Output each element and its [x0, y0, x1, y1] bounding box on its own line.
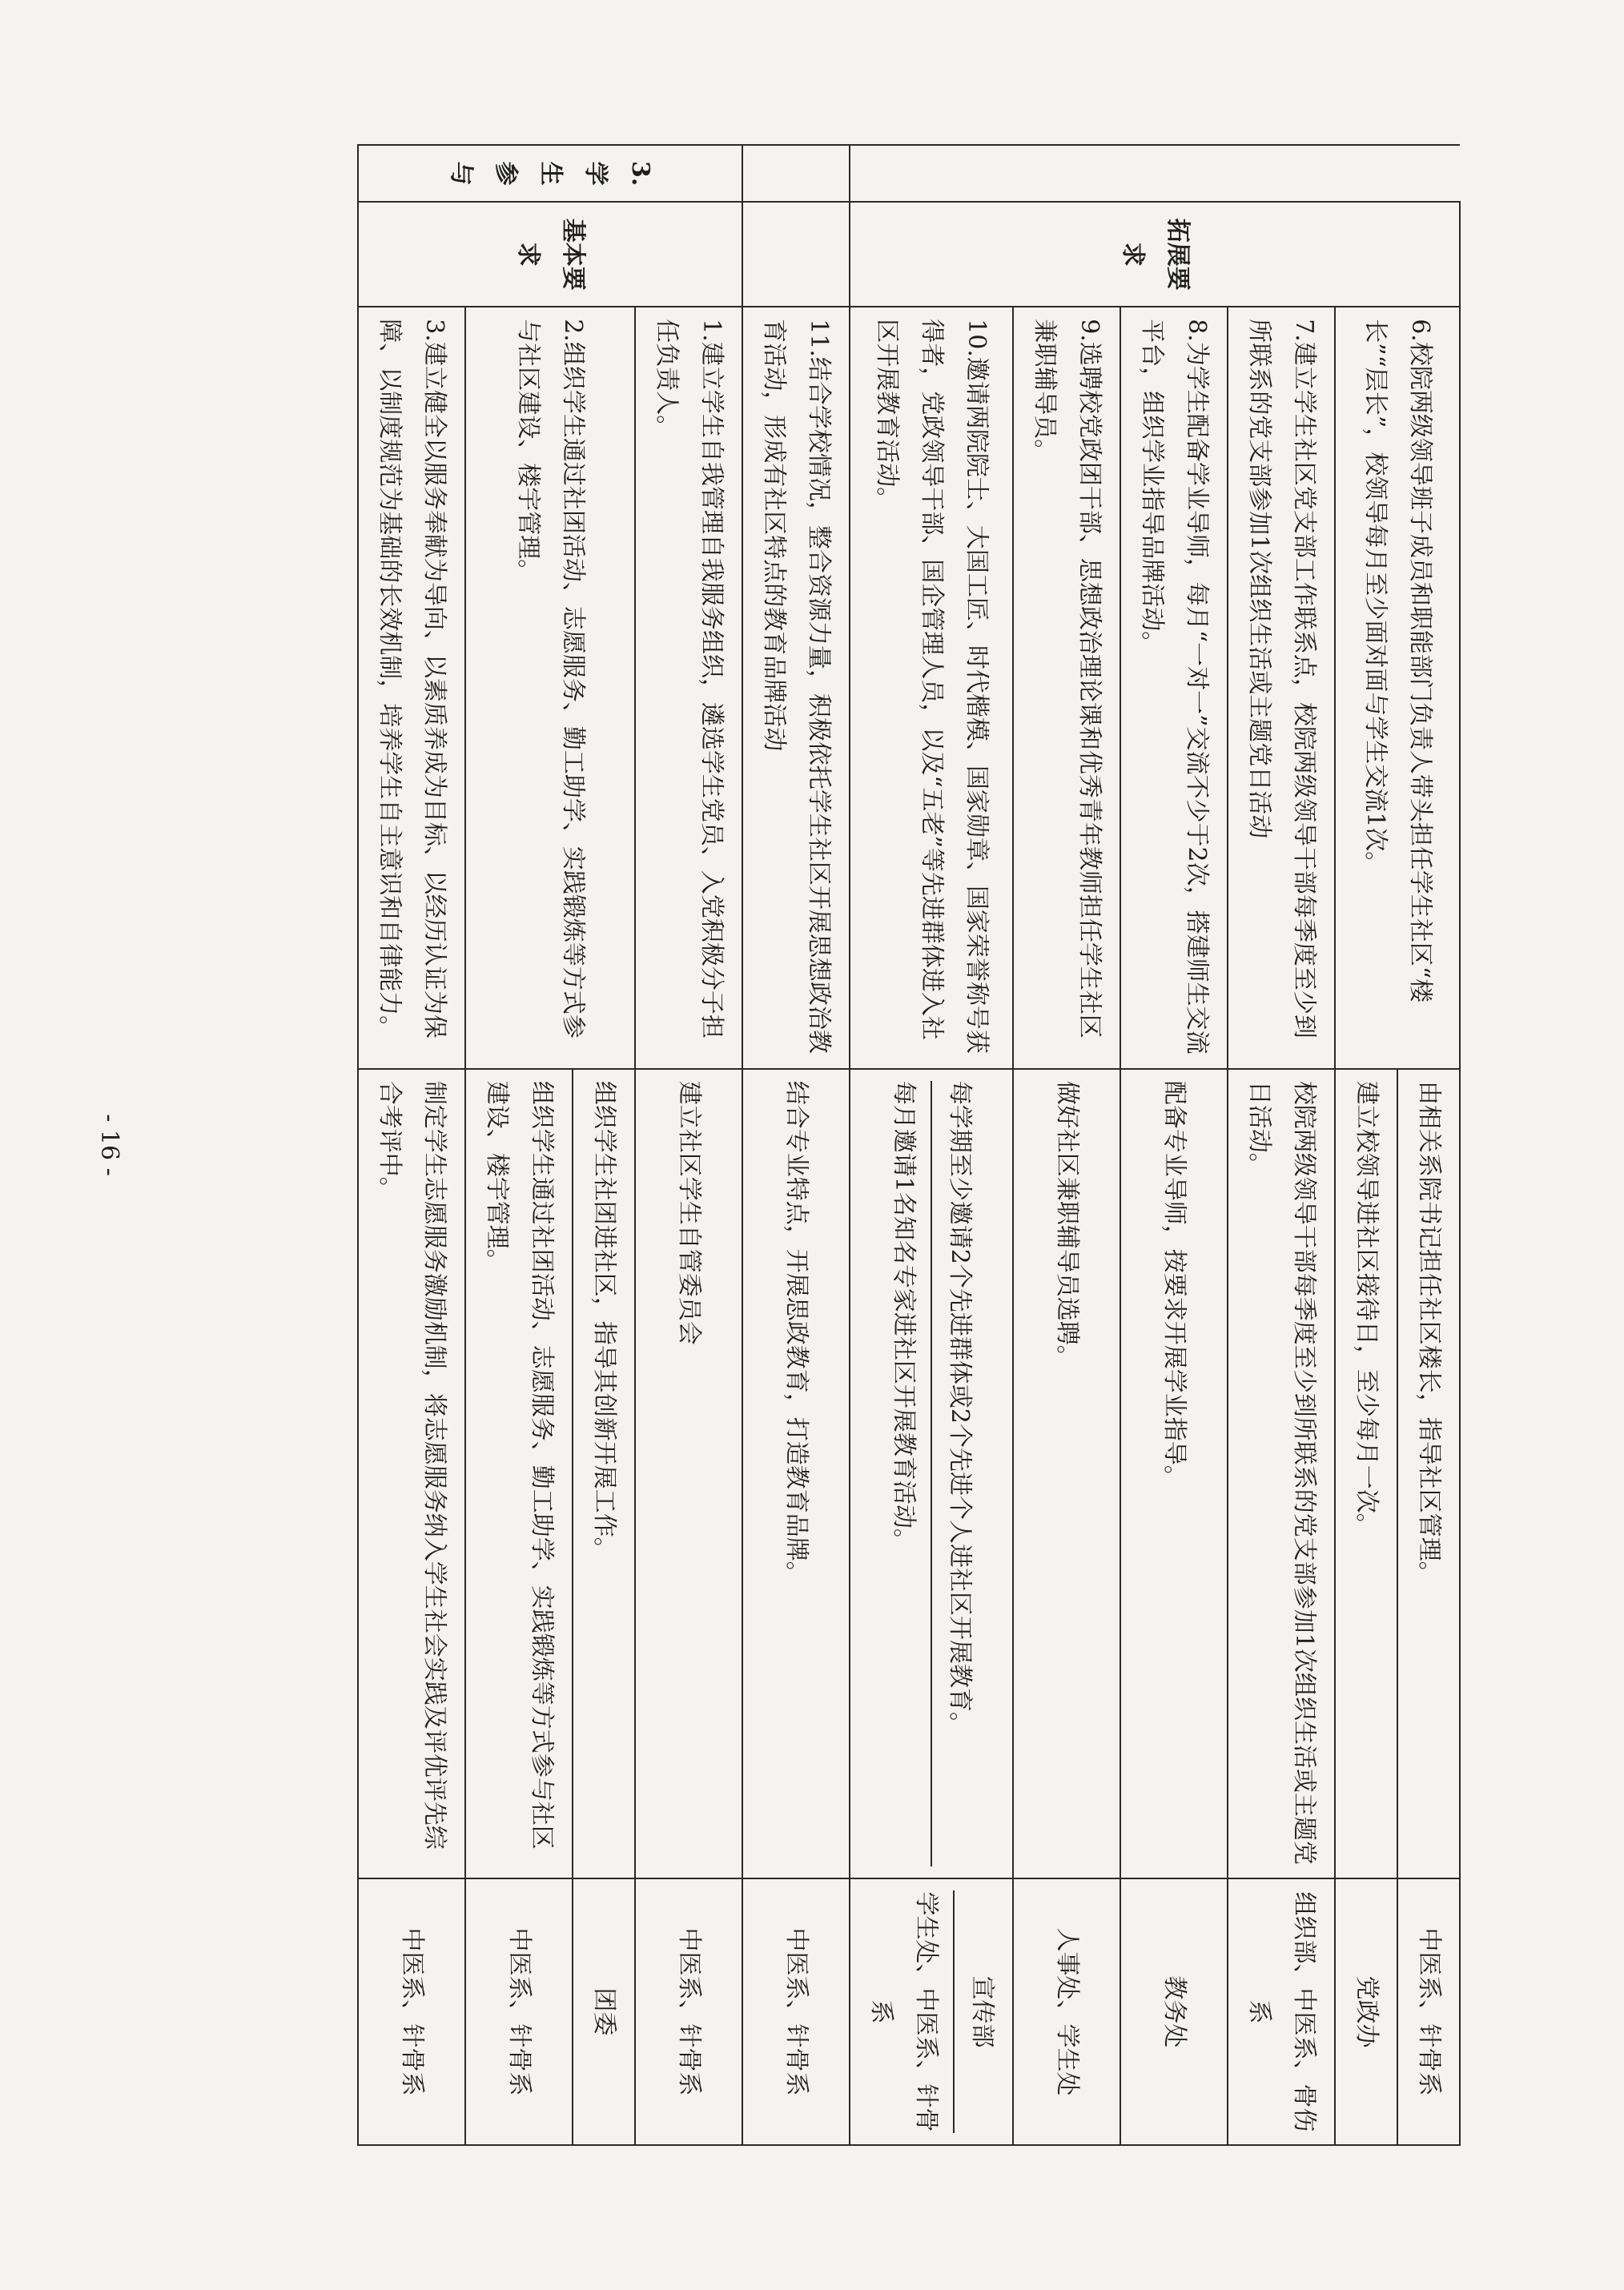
measure-text: 每学期至少邀请2个先进群体或2个先进个人进社区开展教育。 [931, 1081, 982, 1866]
dept-text: 中医系、针骨系 [398, 1927, 426, 2096]
requirement-text: 9.选聘校党政团干部、思想政治理论课和优秀青年教师担任学生社区兼职辅导员。 [1031, 319, 1103, 1039]
measure-8 [1120, 1069, 1228, 1878]
table-row [358, 145, 465, 2145]
category-extended-label: 拓展要求 [1119, 218, 1192, 291]
dept-6a [1397, 1878, 1460, 2145]
category-basic-label: 基本要求 [514, 218, 587, 291]
page-number: - 16 - [95, 1114, 123, 1176]
requirement-9 [1013, 307, 1120, 1069]
dept-text: 中医系、针骨系 [505, 1927, 533, 2096]
table-row [1013, 145, 1120, 2145]
requirement-7 [1228, 307, 1335, 1069]
dept-7 [1228, 1878, 1335, 2145]
requirement-text: 1.建立学生自我管理自我服务组织，遴选学生党员、入党积极分子担任负责人。 [653, 319, 726, 1039]
requirement-b3 [358, 307, 465, 1069]
dept-9 [1013, 1878, 1120, 2145]
measure-text: 由相关系院书记担任社区楼长，指导社区管理。 [1415, 1080, 1443, 1585]
requirement-8 [1120, 307, 1228, 1069]
requirement-b2 [465, 307, 635, 1069]
measure-b2a [573, 1069, 635, 1878]
category-main [358, 145, 742, 202]
measure-7 [1228, 1069, 1335, 1878]
dept-b1 [635, 1878, 742, 2145]
requirement-text: 6.校院两级领导班子成员和职能部门负责人带头担任学生社区“楼长”“层长”，校领导每月至少面对面与学生交流1次。 [1361, 319, 1434, 1003]
measure-b3 [358, 1069, 465, 1878]
requirements-table [357, 144, 1461, 2146]
measure-text: 组织学生通过社团活动、志愿服务、勤工助学、实践锻炼等方式参与社区建设、楼宇管理。 [483, 1080, 556, 1850]
requirement-text: 2.组织学生通过社团活动、志愿服务、勤工助学、实践锻炼等方式参与社区建设、楼宇管理。 [514, 319, 587, 1039]
dept-b2b [465, 1878, 573, 2145]
dept-text: 中医系、针骨系 [782, 1927, 810, 2096]
measure-text: 组织学生社团进社区，指导其创新开展工作。 [590, 1080, 618, 1561]
measure-10 [850, 1069, 1013, 1878]
requirement-text: 7.建立学生社区党支部工作联系点，校院两级领导干部每季度至少到所联系的党支部参加1次组织生活或主题党日活动 [1245, 319, 1318, 1039]
requirement-text: 11.结合学校情况，整合资源力量，积极依托学生社区开展思想政治教育活动，形成有社区特点的教育品牌活动 [760, 319, 833, 1054]
dept-text: 人事处、学生处 [1053, 1927, 1081, 2096]
table-row [1397, 145, 1460, 2145]
dept-text: 教务处 [1160, 1975, 1188, 2048]
measure-6b [1335, 1069, 1397, 1878]
category-basic [358, 202, 742, 307]
measure-text: 校院两级领导干部每季度至少到所联系的党支部参加1次组织生活或主题党日活动。 [1245, 1080, 1318, 1865]
measure-text: 配备专业导师，按要求开展学业指导。 [1160, 1080, 1188, 1489]
dept-text: 学生处、中医系、针骨系 [867, 1891, 940, 2132]
dept-8 [1120, 1878, 1228, 2145]
dept-text: 中医系、针骨系 [675, 1927, 703, 2096]
requirement-10 [850, 307, 1013, 1069]
category-cell-empty [742, 202, 850, 307]
dept-b2a [573, 1878, 635, 2145]
dept-text: 中医系、针骨系 [1415, 1927, 1443, 2096]
measure-text: 建立社区学生自管委员会 [675, 1080, 703, 1345]
measure-11 [742, 1069, 850, 1878]
measure-b2b [465, 1069, 573, 1878]
requirement-text: 8.为学生配备学业导师，每月“一对一”交流不少于2次，搭建师生交流平台，组织学业指导品牌活动。 [1138, 319, 1211, 1055]
requirement-text: 10.邀请两院院士、大国工匠、时代楷模、国家勋章、国家荣誉称号获得者，党政领导干部、国企管理人员，以及“五老”等先进群体进入社区开展教育活动。 [873, 319, 991, 1054]
category-cell-empty [742, 145, 850, 202]
requirement-b1 [635, 307, 742, 1069]
measure-text: 结合专业特点，开展思政教育，打造教育品牌。 [782, 1080, 810, 1585]
table-row [850, 145, 1013, 2145]
requirement-text: 3.建立健全以服务奉献为导向、以素质养成为目标、以经历认证为保障、以制度规范为基础的长效机制，培养学生自主意识和自律能力。 [376, 319, 448, 1040]
measure-text: 做好社区兼职辅导员选聘。 [1053, 1080, 1081, 1369]
measure-9 [1013, 1069, 1120, 1878]
measure-text: 建立校领导进社区接待日，至少每月一次。 [1353, 1080, 1381, 1537]
table-row [742, 145, 850, 2145]
dept-text: 宣传部 [953, 1890, 1004, 2133]
category-cell-empty [850, 145, 1460, 202]
measure-b1 [635, 1069, 742, 1878]
requirement-6 [1335, 307, 1460, 1069]
measure-text: 制定学生志愿服务激励机制，将志愿服务纳入学生社会实践及评优评先综合考评中。 [376, 1080, 448, 1850]
dept-10 [850, 1878, 1013, 2145]
table-row [573, 145, 635, 2145]
measure-6a [1397, 1069, 1460, 1878]
dept-6b [1335, 1878, 1397, 2145]
dept-text: 党政办 [1353, 1975, 1381, 2048]
dept-text: 组织部、中医系、骨伤系 [1245, 1891, 1318, 2132]
measure-text: 每月邀请1名知名专家进社区开展教育活动。 [890, 1080, 918, 1553]
category-main-label: 3.学生参与 [447, 161, 654, 187]
dept-b3 [358, 1878, 465, 2145]
requirement-11 [742, 307, 850, 1069]
table-row [1228, 145, 1335, 2145]
dept-11 [742, 1878, 850, 2145]
table-row [1120, 145, 1228, 2145]
category-extended [850, 202, 1460, 307]
dept-text: 团委 [590, 1987, 618, 2036]
rotated-page [43, 24, 1581, 2266]
table-row [635, 145, 742, 2145]
